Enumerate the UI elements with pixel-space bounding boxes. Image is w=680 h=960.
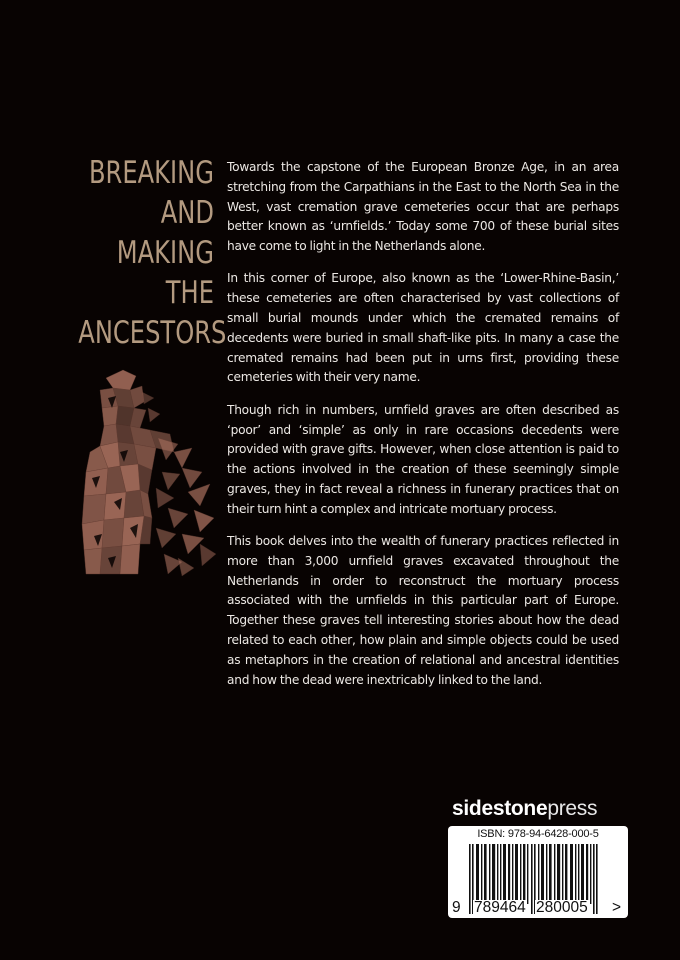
publisher-logo [452,797,597,821]
isbn-label: ISBN: 978-94-6428-000-5 [477,828,599,840]
blurb-paragraph: This book delves into the wealth of funerary practices reflected in more than 3,000 urnfield graves excavated throughout the Netherlands in order to reconstruct the mortuary process associated with the urnfields in this particular part of Europe. Together these graves tell interesting stories about how the dead related to each other, how plain and simple objects could be used as metaphors in the creation of relational and ancestral identities and how the dead were inextricably linked to the land. [227,534,619,687]
barcode-digits-right: 280005 [536,899,588,916]
blurb [227,158,619,703]
title-line: THE [165,275,214,311]
isbn-barcode [448,826,628,918]
blurb-paragraph: Towards the capstone of the European Bronze Age, in an area stretching from the Carpathians in the East to the North Sea in the West, vast cremation grave cemeteries occur that are perhaps better known as ‘urnfields.’ Today some 700 of these burial sites have come to light in the Netherlands alone. [227,160,619,254]
title-line: AND [160,195,214,231]
title-line: ANCESTORS [78,315,227,351]
blurb-paragraph: Though rich in numbers, urnfield graves are often described as ‘poor’ and ‘simple’ as only in rare occasions decedents were provided with grave gifts. However, when close attention is paid to the actions involved in the creation of these seemingly simple graves, they in fact reveal a richness in funerary practices that on their turn hint a complex and intricate mortuary process. [227,402,619,516]
blurb-paragraph: In this corner of Europe, also known as the ‘Lower-Rhine-Basin,’ these cemeteries are often characterised by vast collections of small burial mounds under which the cremated remains of decedents were buried in small shaft-like pits. In many a case the cremated remains had been put in urns first, providing these cemeteries with their very name. [227,271,619,385]
barcode-digit-first: 9 [452,899,461,916]
barcode-quiet-mark: > [612,899,622,916]
title-line: MAKING [116,235,214,271]
publisher-name-light: press [547,797,598,820]
book-title [78,153,227,353]
title-line: BREAKING [88,155,214,191]
publisher-name-bold: sidestone [452,797,548,820]
barcode-digits-left: 789464 [474,899,526,916]
polygonal-figure-icon [78,368,218,578]
